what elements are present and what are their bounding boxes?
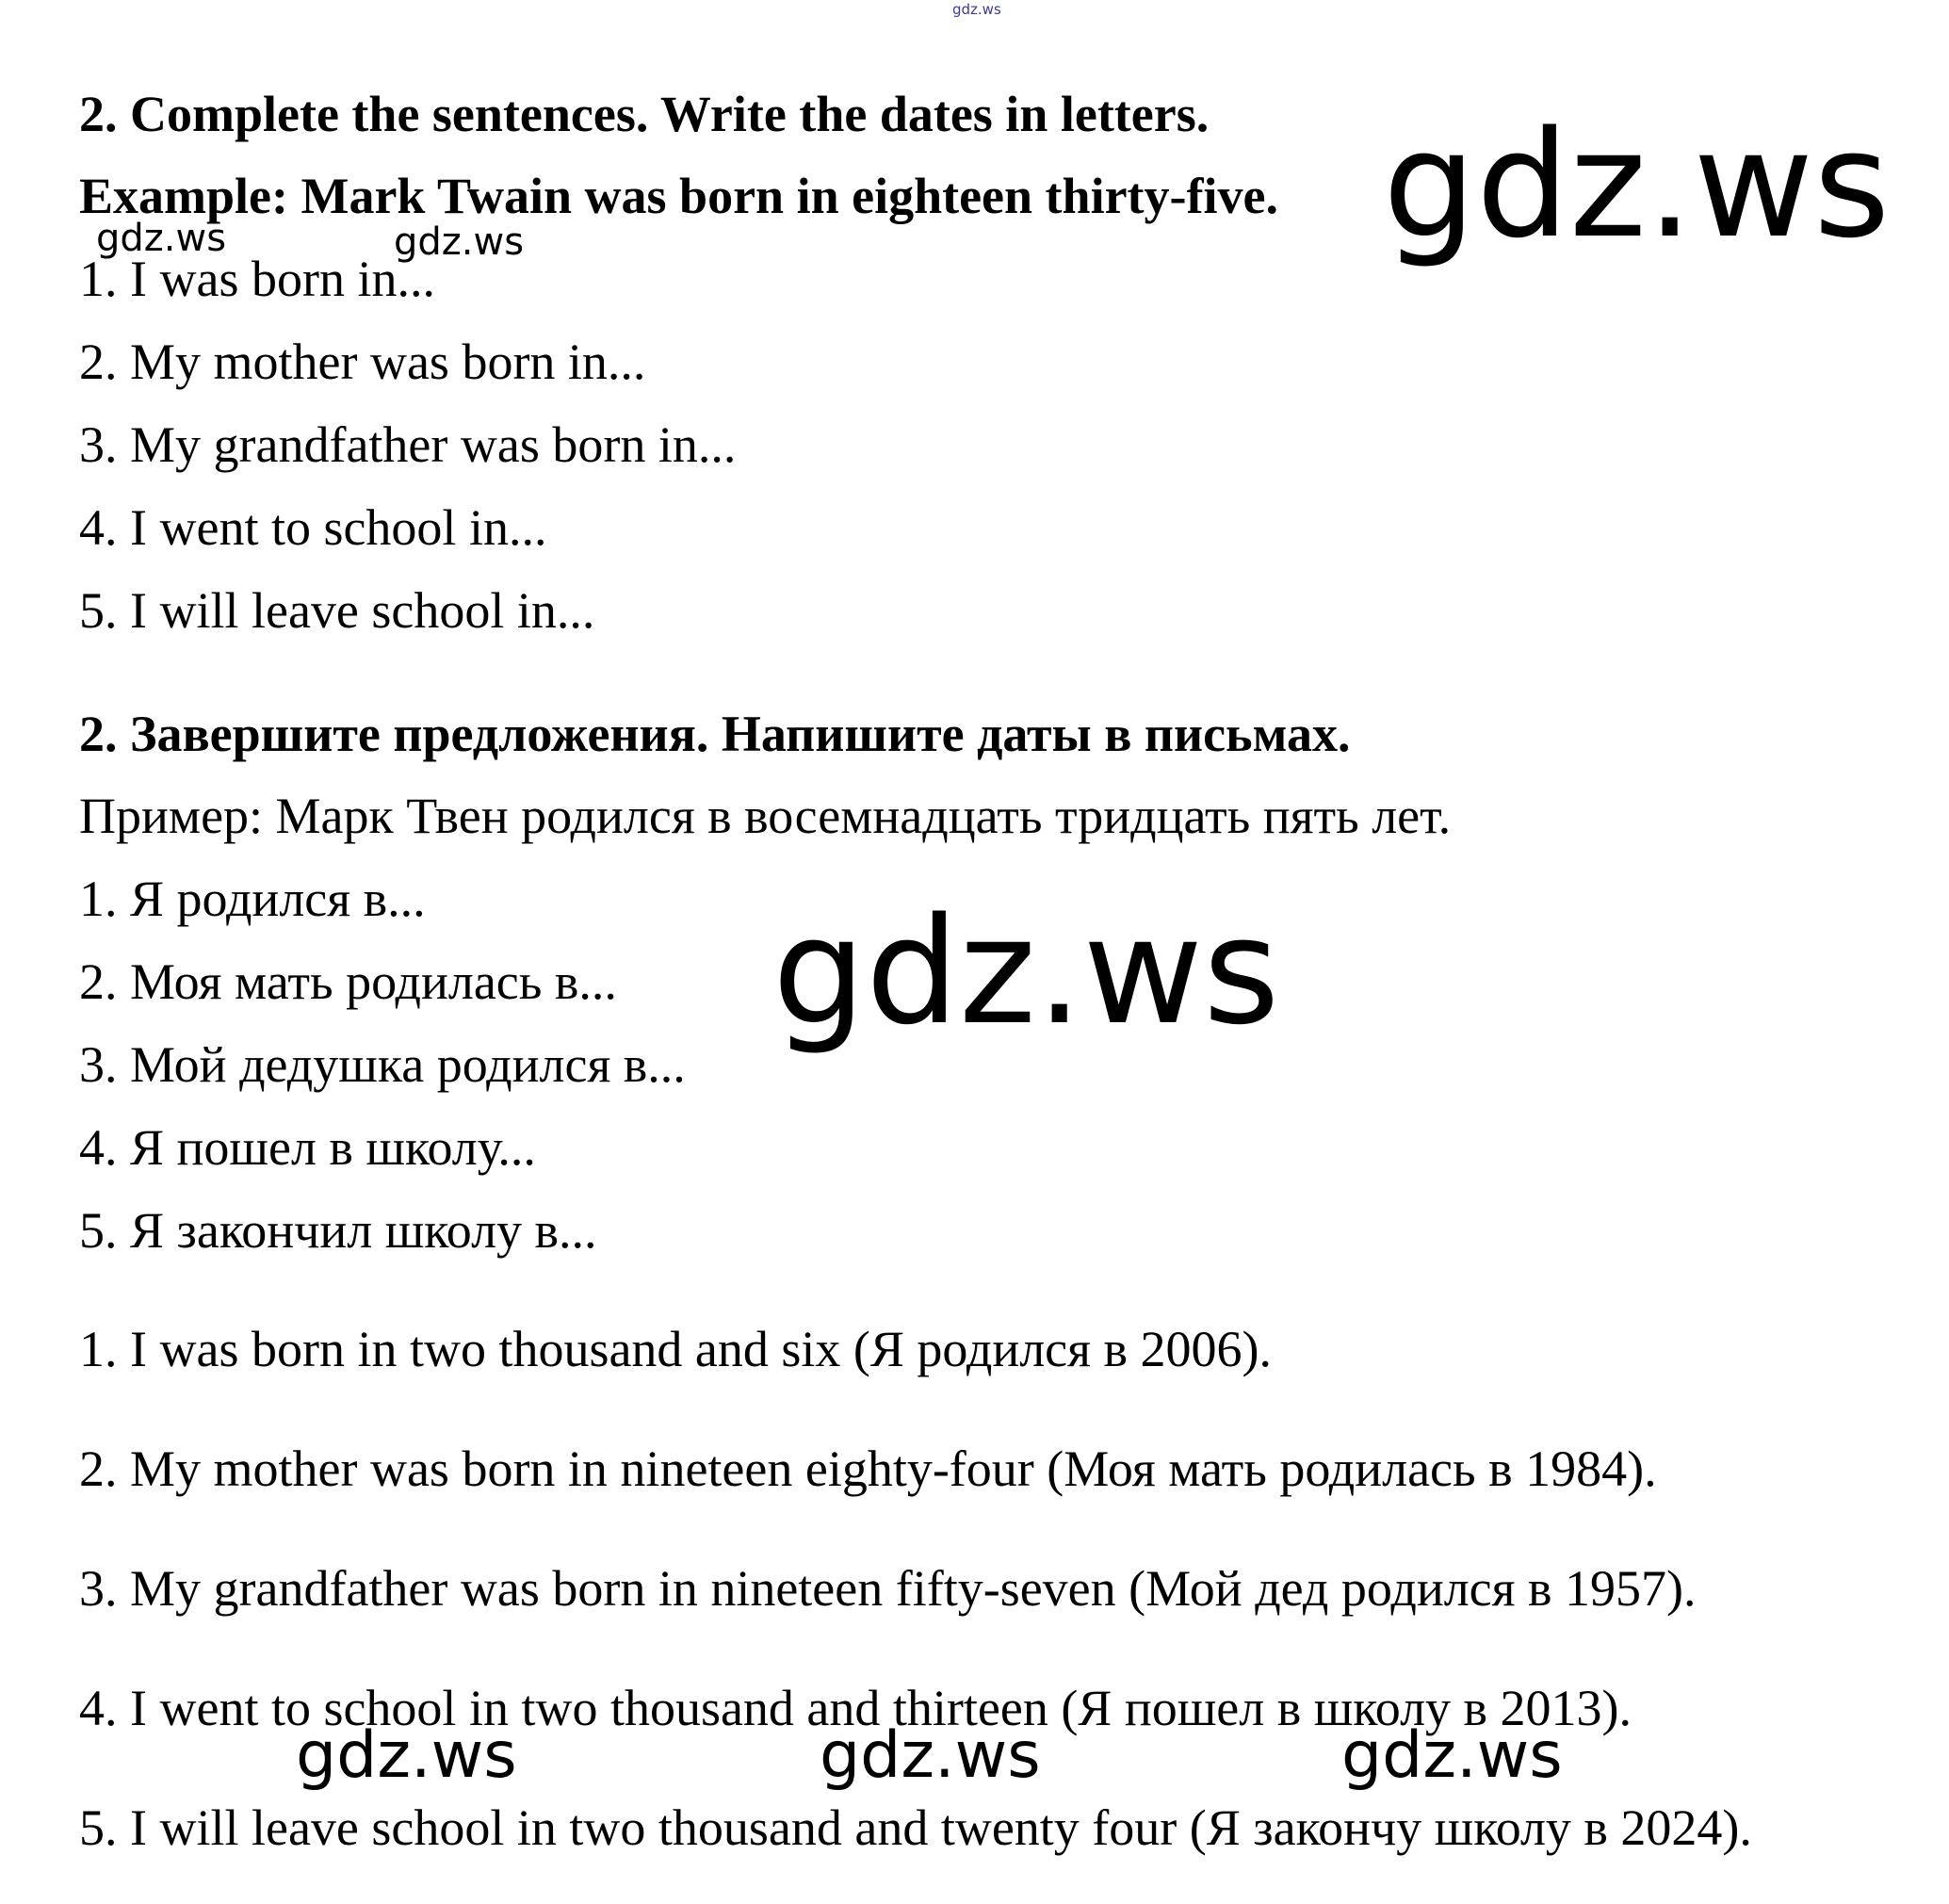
item-en-2: 2. My mother was born in... [79,334,646,390]
answer-2: 2. My mother was born in nineteen eighty-four (Моя мать родилась в 1984). [79,1440,1657,1497]
answer-4: 4. I went to school in two thousand and thirteen (Я пошел в школу в 2013). [79,1680,1632,1736]
watermark-bottom-1: gdz.ws [296,1718,517,1793]
item-ru-4: 4. Я пошел в школу... [79,1119,536,1176]
item-en-1: 1. I was born in... [79,251,435,307]
watermark-small-1: gdz.ws [96,217,227,260]
answer-5: 5. I will leave school in two thousand and twenty four (Я закончу школу в 2024). [79,1799,1752,1856]
watermark-top: gdz.ws [952,1,1001,18]
item-ru-1: 1. Я родился в... [79,871,426,927]
exercise-title-en: 2. Complete the sentences. Write the dates in letters. [79,86,1210,142]
item-ru-3: 3. Мой дедушка родился в... [79,1036,686,1093]
item-ru-5: 5. Я закончил школу в... [79,1202,597,1259]
watermark-small-2: gdz.ws [394,220,525,264]
watermark-bottom-2: gdz.ws [820,1718,1041,1793]
item-en-4: 4. I went to school in... [79,499,547,556]
item-en-5: 5. I will leave school in... [79,582,595,639]
answer-3: 3. My grandfather was born in nineteen fifty-seven (Мой дед родился в 1957). [79,1560,1697,1617]
watermark-bottom-3: gdz.ws [1341,1718,1563,1793]
exercise-title-ru: 2. Завершите предложения. Напишите даты в письмах. [79,706,1351,762]
watermark-large-middle: gdz.ws [772,886,1280,1057]
example-en: Example: Mark Twain was born in eighteen thirty-five. [79,168,1278,224]
item-ru-2: 2. Моя мать родилась в... [79,953,617,1010]
answer-1: 1. I was born in two thousand and six (Я родился в 2006). [79,1321,1272,1377]
watermark-large-top: gdz.ws [1383,99,1891,270]
example-ru: Пример: Марк Твен родился в восемнадцать тридцать пять лет. [79,788,1452,844]
item-en-3: 3. My grandfather was born in... [79,416,737,473]
